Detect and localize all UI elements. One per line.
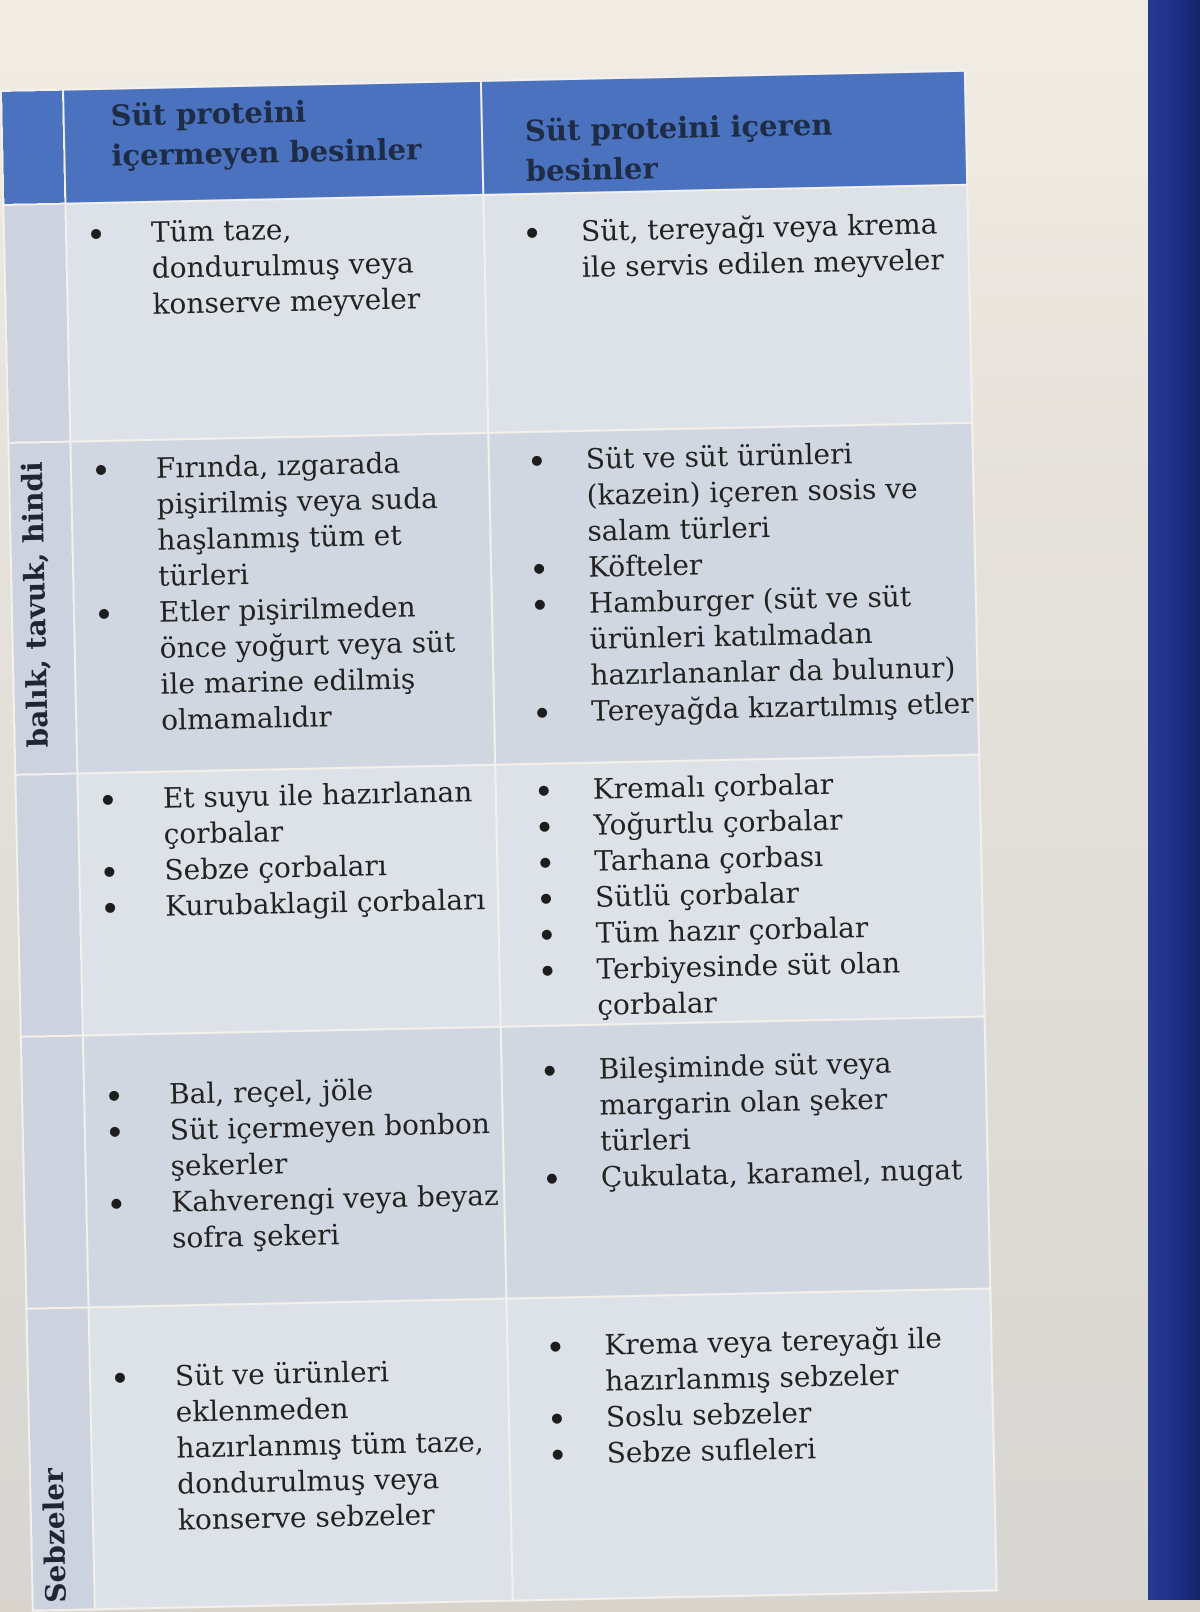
header-no-milk-protein xyxy=(63,81,483,204)
list-item: Et suyu ile hazırlanan çorbalar xyxy=(79,774,496,855)
header-with-milk-protein-label: Süt proteini içeren besinler xyxy=(524,107,833,189)
list-item: Tarhana çorbası xyxy=(498,836,981,882)
list-item: Köfteler xyxy=(492,542,975,588)
category-cell xyxy=(15,774,82,1037)
table-row xyxy=(15,755,984,1037)
list-item: Süt içermeyen bonbon şekerler xyxy=(85,1106,502,1187)
no-milk-cell xyxy=(70,433,495,774)
list-item: Bileşiminde süt veya margarin olan şeker türleri xyxy=(502,1044,986,1162)
no-milk-cell xyxy=(77,765,500,1036)
with-milk-cell xyxy=(495,755,984,1027)
list-item: Çukulata, karamel, nugat xyxy=(505,1152,988,1198)
header-no-milk-protein-label: Süt proteini içermeyen besinler xyxy=(110,94,422,173)
list-item: Bal, reçel, jöle xyxy=(85,1070,502,1115)
header-with-milk-protein xyxy=(481,71,967,195)
list-item: Fırında, ızgarada pişirilmiş veya suda haşlanmış tüm et türleri xyxy=(72,444,491,597)
with-milk-list xyxy=(489,424,977,732)
category-label: balık, tavuk, hindi xyxy=(15,460,55,748)
no-milk-cell xyxy=(89,1299,513,1610)
category-cell xyxy=(27,1307,95,1610)
with-milk-list xyxy=(502,1018,987,1198)
no-milk-list xyxy=(78,766,497,927)
no-milk-cell xyxy=(65,195,488,442)
list-item: Süt ve süt ürünleri (kazein) içeren sosis ve salam türleri xyxy=(490,434,974,552)
list-item: Soslu sebzeler xyxy=(510,1392,993,1438)
with-milk-list xyxy=(484,186,968,288)
table-row xyxy=(27,1289,997,1611)
list-item: Sebze sufleleri xyxy=(510,1428,993,1474)
with-milk-list xyxy=(496,756,983,1026)
category-cell xyxy=(3,204,70,443)
list-item: Krema veya tereyağı ile hazırlanmış sebzeler xyxy=(508,1320,991,1402)
list-item: Terbiyesinde süt olan çorbalar xyxy=(500,944,983,1026)
list-item: Sebze çorbaları xyxy=(80,846,497,891)
list-item: Etler pişirilmeden önce yoğurt veya süt ile marine edilmiş olmamalıdır xyxy=(75,588,494,741)
no-milk-cell xyxy=(83,1027,507,1308)
table-row xyxy=(21,1017,990,1309)
category-cell xyxy=(21,1035,89,1308)
list-item: Kremalı çorbalar xyxy=(496,764,979,810)
category-label: Sebzeler xyxy=(36,1468,73,1604)
list-item: Tereyağda kızartılmış etler xyxy=(495,686,978,732)
no-milk-list xyxy=(66,196,484,325)
list-item: Tüm taze, dondurulmuş veya konserve meyveler xyxy=(67,208,485,325)
category-header-cell xyxy=(1,90,65,205)
with-milk-cell xyxy=(501,1017,991,1299)
list-item: Yoğurtlu çorbalar xyxy=(497,800,980,846)
list-item: Hamburger (süt ve süt ürünleri katılmadan hazırlananlar da bulunur) xyxy=(493,578,977,696)
list-item: Tüm hazır çorbalar xyxy=(499,908,982,954)
category-cell xyxy=(8,442,77,775)
table-row xyxy=(8,423,979,775)
no-milk-list xyxy=(84,1028,505,1259)
with-milk-cell xyxy=(488,423,979,765)
no-milk-list xyxy=(90,1300,511,1541)
with-milk-list xyxy=(507,1290,993,1474)
table-row xyxy=(3,185,972,443)
list-item: Sütlü çorbalar xyxy=(499,872,982,918)
with-milk-cell xyxy=(506,1289,996,1601)
table-header-row xyxy=(1,71,967,205)
list-item: Kahverengi veya beyaz sofra şekeri xyxy=(87,1178,504,1259)
milk-protein-table xyxy=(0,70,998,1612)
no-milk-list xyxy=(71,434,493,741)
list-item: Süt ve ürünleri eklenmeden hazırlanmış tüm taze, dondurulmuş veya konserve sebzeler xyxy=(91,1352,511,1541)
with-milk-cell xyxy=(483,185,972,433)
binder-cover xyxy=(1148,0,1200,1600)
list-item: Süt, tereyağı veya krema ile servis edilen meyveler xyxy=(485,206,968,288)
list-item: Kurubaklagil çorbaları xyxy=(81,882,498,927)
